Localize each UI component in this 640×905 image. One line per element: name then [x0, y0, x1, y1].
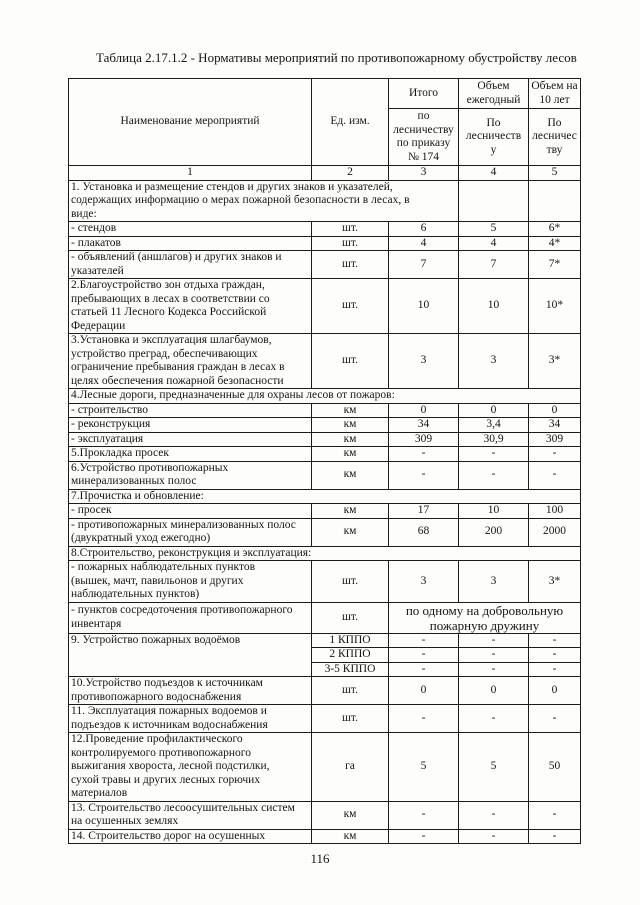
ten-year-cell: 4* — [529, 236, 581, 251]
unit-cell: шт. — [312, 677, 389, 705]
activity-name-cell: - строительство — [69, 403, 312, 418]
annual-cell: - — [459, 705, 529, 733]
ten-year-cell: - — [529, 801, 581, 829]
total-cell: 4 — [389, 236, 459, 251]
activity-name-cell: 10.Устройство подъездов к источникам противопожарного водоснабжения — [69, 677, 312, 705]
header-annual-sub: По лесничеств у — [459, 109, 529, 166]
header-ten-years: Объем на 10 лет — [529, 79, 581, 109]
annual-cell: 30,9 — [459, 432, 529, 447]
ten-year-cell: 3* — [529, 334, 581, 389]
unit-cell: шт. — [312, 251, 389, 279]
table-row — [69, 504, 581, 519]
total-cell: - — [389, 662, 459, 677]
header-ten-years-sub: По лесничес тву — [529, 109, 581, 166]
table-row — [69, 633, 581, 648]
header-total-sub: по лесничеству по приказу № 174 — [389, 109, 459, 166]
activity-name-cell: 14. Строительство дорог на осушенных — [69, 829, 312, 844]
table-row — [69, 403, 581, 418]
activity-name-cell: 5.Прокладка просек — [69, 447, 312, 462]
page-number: 116 — [310, 851, 330, 866]
table-row — [69, 518, 581, 546]
table-row — [69, 733, 581, 802]
unit-cell: 3-5 КППО — [312, 662, 389, 677]
activity-name-cell: 9. Устройство пожарных водоёмов — [69, 633, 312, 677]
unit-cell: 1 КППО — [312, 633, 389, 648]
table-row — [69, 418, 581, 433]
table-row — [69, 279, 581, 334]
ten-year-cell: - — [529, 705, 581, 733]
unit-cell: км — [312, 432, 389, 447]
ten-year-cell: 3* — [529, 561, 581, 603]
fire-safety-norms-table — [68, 78, 581, 844]
unit-cell: км — [312, 518, 389, 546]
header-total: Итого — [389, 79, 459, 109]
activity-name-cell: - эксплуатация — [69, 432, 312, 447]
table-row — [69, 677, 581, 705]
unit-cell: км — [312, 403, 389, 418]
table-section-row — [69, 546, 581, 561]
activity-name-cell: 12.Проведение профилактического контролируемого противопожарного выжигания хвороста, лесной подстилки, сухой травы и других лесных горючих материалов — [69, 733, 312, 802]
annual-cell: 5 — [459, 222, 529, 237]
total-cell: 17 — [389, 504, 459, 519]
header-annual: Объем ежегодный — [459, 79, 529, 109]
activity-name-cell: - объявлений (аншлагов) и других знаков и указателей — [69, 251, 312, 279]
ten-year-cell: 2000 — [529, 518, 581, 546]
annual-cell: - — [459, 447, 529, 462]
annual-cell: - — [459, 633, 529, 648]
total-cell: 7 — [389, 251, 459, 279]
table-row — [69, 561, 581, 603]
table-row — [69, 236, 581, 251]
ten-year-cell: 6* — [529, 222, 581, 237]
total-cell: - — [389, 801, 459, 829]
annual-cell: 4 — [459, 236, 529, 251]
table-row — [69, 829, 581, 844]
annual-cell: 10 — [459, 504, 529, 519]
table-section-row — [69, 180, 581, 222]
column-number: 2 — [312, 166, 389, 181]
table-row — [69, 801, 581, 829]
activity-name-cell: 2.Благоустройство зон отдыха граждан, пребывающих в лесах в соответствии со статьей 11 Лесного Кодекса Российской Федерации — [69, 279, 312, 334]
annual-cell: - — [459, 648, 529, 663]
activity-name-cell: - стендов — [69, 222, 312, 237]
activity-name-cell: 6.Устройство противопожарных минерализованных полос — [69, 461, 312, 489]
unit-cell: км — [312, 504, 389, 519]
annual-cell: - — [459, 461, 529, 489]
activity-name-cell: - противопожарных минерализованных полос (двукратный уход ежегодно) — [69, 518, 312, 546]
annual-cell: 7 — [459, 251, 529, 279]
total-cell: 10 — [389, 279, 459, 334]
annual-cell: 3,4 — [459, 418, 529, 433]
annual-cell: 0 — [459, 677, 529, 705]
annual-cell: 200 — [459, 518, 529, 546]
ten-year-cell: - — [529, 662, 581, 677]
annual-cell: 3 — [459, 561, 529, 603]
total-cell: - — [389, 705, 459, 733]
total-cell: - — [389, 461, 459, 489]
annual-cell: 3 — [459, 334, 529, 389]
activity-name-cell: - пунктов сосредоточения противопожарного инвентаря — [69, 602, 312, 633]
header-row — [69, 79, 581, 109]
unit-cell: км — [312, 801, 389, 829]
section-title-cell: 1. Установка и размещение стендов и других знаков и указателей, содержащих информацию о мерах пожарной безопасности в лесах, в виде: — [69, 180, 459, 222]
total-cell: - — [389, 829, 459, 844]
header-unit: Ед. изм. — [312, 79, 389, 166]
activity-name-cell: - плакатов — [69, 236, 312, 251]
activity-name-cell: 11. Эксплуатация пожарных водоемов и подъездов к источникам водоснабжения — [69, 705, 312, 733]
section-title-cell: 8.Строительство, реконструкция и эксплуатация: — [69, 546, 581, 561]
activity-name-cell: 3.Установка и эксплуатация шлагбаумов, устройство преград, обеспечивающих ограничение пребывания граждан в лесах в целях обеспечения пожарной безопасности — [69, 334, 312, 389]
unit-cell: шт. — [312, 279, 389, 334]
total-cell: - — [389, 648, 459, 663]
total-cell: 68 — [389, 518, 459, 546]
ten-year-cell: 10* — [529, 279, 581, 334]
total-cell: - — [389, 633, 459, 648]
unit-cell: га — [312, 733, 389, 802]
section-title-cell: 4.Лесные дороги, предназначенные для охраны лесов от пожаров: — [69, 389, 581, 404]
table-row — [69, 251, 581, 279]
empty-cell — [529, 180, 581, 222]
total-cell: 34 — [389, 418, 459, 433]
table-section-row — [69, 489, 581, 504]
total-cell: 6 — [389, 222, 459, 237]
ten-year-cell: 100 — [529, 504, 581, 519]
activity-name-cell: - реконструкция — [69, 418, 312, 433]
unit-cell: км — [312, 447, 389, 462]
table-row — [69, 602, 581, 633]
ten-year-cell: - — [529, 648, 581, 663]
column-number: 4 — [459, 166, 529, 181]
ten-year-cell: 309 — [529, 432, 581, 447]
table-row — [69, 461, 581, 489]
unit-cell: шт. — [312, 705, 389, 733]
unit-cell: шт. — [312, 334, 389, 389]
table-row — [69, 432, 581, 447]
ten-year-cell: 0 — [529, 403, 581, 418]
total-cell: - — [389, 447, 459, 462]
unit-cell: км — [312, 461, 389, 489]
table-section-row — [69, 389, 581, 404]
activity-name-cell: - пожарных наблюдательных пунктов (вышек, мачт, павильонов и других наблюдательных пунктов) — [69, 561, 312, 603]
ten-year-cell: 34 — [529, 418, 581, 433]
ten-year-cell: - — [529, 447, 581, 462]
unit-cell: шт. — [312, 236, 389, 251]
total-cell: 0 — [389, 403, 459, 418]
table-row — [69, 222, 581, 237]
table-title: Таблица 2.17.1.2 - Нормативы мероприятий по противопожарному обустройству лесов — [96, 50, 577, 65]
unit-cell: шт. — [312, 602, 389, 633]
empty-cell — [459, 180, 529, 222]
column-number: 3 — [389, 166, 459, 181]
unit-cell: км — [312, 829, 389, 844]
ten-year-cell: 50 — [529, 733, 581, 802]
total-cell: 3 — [389, 561, 459, 603]
ten-year-cell: - — [529, 829, 581, 844]
annual-cell: - — [459, 801, 529, 829]
unit-cell: шт. — [312, 561, 389, 603]
ten-year-cell: 0 — [529, 677, 581, 705]
unit-cell: 2 КППО — [312, 648, 389, 663]
table-row — [69, 334, 581, 389]
header-activity-name: Наименование мероприятий — [69, 79, 312, 166]
ten-year-cell: - — [529, 633, 581, 648]
ten-year-cell: - — [529, 461, 581, 489]
total-cell: 3 — [389, 334, 459, 389]
unit-cell: км — [312, 418, 389, 433]
annual-cell: - — [459, 662, 529, 677]
ten-year-cell: 7* — [529, 251, 581, 279]
activity-name-cell: 13. Строительство лесоосушительных систем на осушенных землях — [69, 801, 312, 829]
table-row — [69, 447, 581, 462]
annual-cell: 5 — [459, 733, 529, 802]
table-row — [69, 705, 581, 733]
column-number: 1 — [69, 166, 312, 181]
column-number: 5 — [529, 166, 581, 181]
unit-cell: шт. — [312, 222, 389, 237]
annual-cell: 10 — [459, 279, 529, 334]
total-cell: 309 — [389, 432, 459, 447]
annual-cell: 0 — [459, 403, 529, 418]
merged-value-cell: по одному на добровольную пожарную дружину — [389, 602, 581, 633]
column-number-row — [69, 166, 581, 181]
activity-name-cell: - просек — [69, 504, 312, 519]
total-cell: 0 — [389, 677, 459, 705]
annual-cell: - — [459, 829, 529, 844]
total-cell: 5 — [389, 733, 459, 802]
section-title-cell: 7.Прочистка и обновление: — [69, 489, 581, 504]
